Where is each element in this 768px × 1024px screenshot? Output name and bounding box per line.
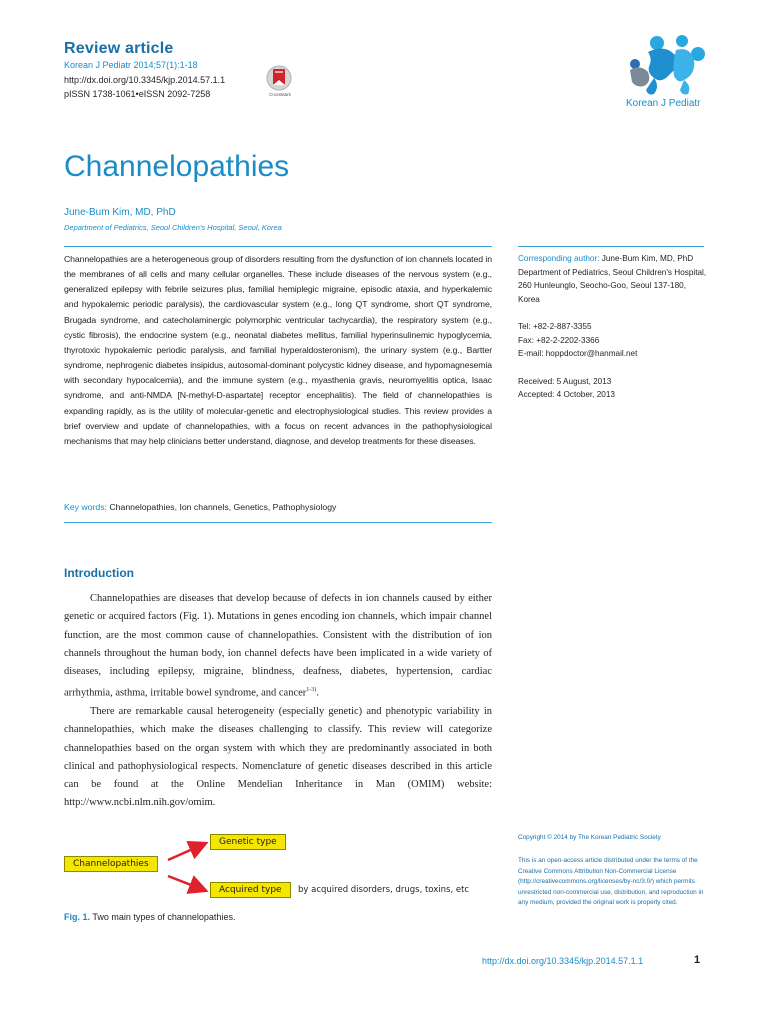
license-text: This is an open-access article distributed under the terms of the Creative Commons Attribution Non-Commercial License (http://creativecommons.org/licenses/by-nc/3.0/) which permits unrestricted non-commercial use, distribution, and reproduction in any medium, provided the original work is properly cited. bbox=[518, 857, 704, 907]
citation: Korean J Pediatr 2014;57(1):1-18 bbox=[64, 60, 198, 70]
author-affiliation: Department of Pediatrics, Seoul Children's Hospital, Seoul, Korea bbox=[64, 223, 282, 232]
introduction-paragraph-2: There are remarkable causal heterogeneity (especially genetic) and phenotypic variability in channelopathies, which make the diseases challenging to classify. This review will categorize channelopathies based on the organ system with which they are predominantly associated in both clinical and pathophysiological respects. Nomenclature of genetic diseases described in this article can be found at the Online Mendelian Inheritance in Man (OMIM) website: http://www.ncbi.nlm.nih.gov/omim. bbox=[64, 706, 492, 809]
received-date: Received: 5 August, 2013 bbox=[518, 376, 612, 386]
citation-superscript: 1-3) bbox=[306, 687, 317, 694]
issn-line: pISSN 1738-1061•eISSN 2092-7258 bbox=[64, 89, 211, 99]
abstract-bottom-divider bbox=[64, 522, 492, 523]
keywords-label: Key words: bbox=[64, 502, 107, 512]
journal-logo-label: Korean J Pediatr bbox=[626, 98, 701, 109]
corresponding-author-name: June-Bum Kim, MD, PhD bbox=[601, 254, 694, 263]
figure-box-acquired-type: Acquired type bbox=[210, 882, 291, 898]
address-line-1: Department of Pediatrics, Seoul Children's Hospital, bbox=[518, 267, 707, 277]
keywords-line bbox=[64, 502, 492, 512]
abstract-text: Channelopathies are a heterogeneous group of disorders resulting from the dysfunction of ion channels located in the membranes of all cells and many cellular organelles. These include diseases of the nervous system (e.g., generalized epilepsy with febrile seizures plus, familial hemiplegic migraine, episodic ataxia, and hyperkalemic and hypokalemic periodic paralysis), the cardiovascular system (e.g., long QT syndrome, short QT syndrome, Brugada syndrome, and catecholaminergic polymorphic ventricular tachycardia), the respiratory system (e.g., cystic fibrosis), the endocrine system (e.g., neonatal diabetes mellitus, familial hyperinsulinemic hypoglycemia, thyrotoxic hypokalemic periodic paralysis, and familial hyperaldosteronism), the urinary system (e.g., Bartter syndrome, nephrogenic diabetes insipidus, autosomal-dominant polycystic kidney disease, and hypomagnesemia with secondary hypocalcemia), and the immune system (e.g., myasthenia gravis, neuromyelitis optica, Isaac syndrome, and anti-NMDA [N-methyl-D-aspartate] receptor encephalitis). The field of channelopathies is expanding rapidly, as is the utility of molecular-genetic and electrophysiological studies. This review provides a brief overview and update of channelopathies, with a focus on recent advances in the pathophysiological mechanisms that may help clinicians better understand, diagnose, and develop treatments for these diseases. bbox=[64, 254, 492, 446]
corresponding-author-label: Corresponding author: bbox=[518, 254, 600, 263]
figure-box-channelopathies: Channelopathies bbox=[64, 856, 158, 872]
figure-caption-label: Fig. 1. bbox=[64, 912, 91, 922]
page-number: 1 bbox=[694, 954, 701, 966]
doi-link[interactable]: http://dx.doi.org/10.3345/kjp.2014.57.1.1 bbox=[64, 75, 226, 85]
crossmark-label: CrossMark bbox=[269, 92, 291, 97]
figure-1 bbox=[64, 826, 494, 916]
correspondence-sidebar bbox=[518, 252, 708, 402]
address-line-2: 260 Hunleunglo, Seocho-Goo, Seoul 137-180, Korea bbox=[518, 281, 686, 304]
abstract-top-divider bbox=[64, 246, 492, 247]
journal-logo-icon bbox=[624, 34, 708, 98]
copyright-line: Copyright © 2014 by The Korean Pediatric Society bbox=[518, 834, 661, 841]
sidebar-top-divider bbox=[518, 246, 704, 247]
introduction-paragraph-1: Channelopathies are diseases that develop because of defects in ion channels caused by either genetic or acquired factors (Fig. 1). Mutations in genes encoding ion channels, which impair channel function, are the most common cause of channelopathies. Consistent with the distribution of ion channels throughout the human body, ion channel defects have been implicated in a wide variety of diseases, including epilepsy, migraine, blindness, deafness, diabetes, hypertension, cardiac arrhythmia, asthma, irritable bowel syndrome, and cancer$^{1-3)}$. bbox=[64, 593, 492, 699]
introduction-body bbox=[64, 590, 492, 813]
email[interactable]: E-mail: hoppdoctor@hanmail.net bbox=[518, 349, 638, 358]
article-type-label: Review article bbox=[64, 40, 174, 57]
accepted-date: Accepted: 4 October, 2013 bbox=[518, 390, 615, 399]
figure-acquired-note: by acquired disorders, drugs, toxins, etc bbox=[298, 885, 470, 895]
footer-doi-link[interactable]: http://dx.doi.org/10.3345/kjp.2014.57.1.1 bbox=[482, 956, 644, 966]
introduction-heading: Introduction bbox=[64, 566, 134, 580]
corresponding-author-line bbox=[518, 252, 708, 266]
figure-caption-text: Two main types of channelopathies. bbox=[92, 912, 236, 922]
author-line: June-Bum Kim, MD, PhD bbox=[64, 207, 176, 218]
fax: Fax: +82-2-2202-3366 bbox=[518, 335, 600, 345]
keywords-value: Channelopathies, Ion channels, Genetics, Pathophysiology bbox=[109, 502, 337, 512]
figure-caption bbox=[64, 912, 235, 922]
article-title: Channelopathies bbox=[64, 150, 290, 183]
figure-box-genetic-type: Genetic type bbox=[210, 834, 286, 850]
telephone: Tel: +82-2-887-3355 bbox=[518, 322, 592, 331]
